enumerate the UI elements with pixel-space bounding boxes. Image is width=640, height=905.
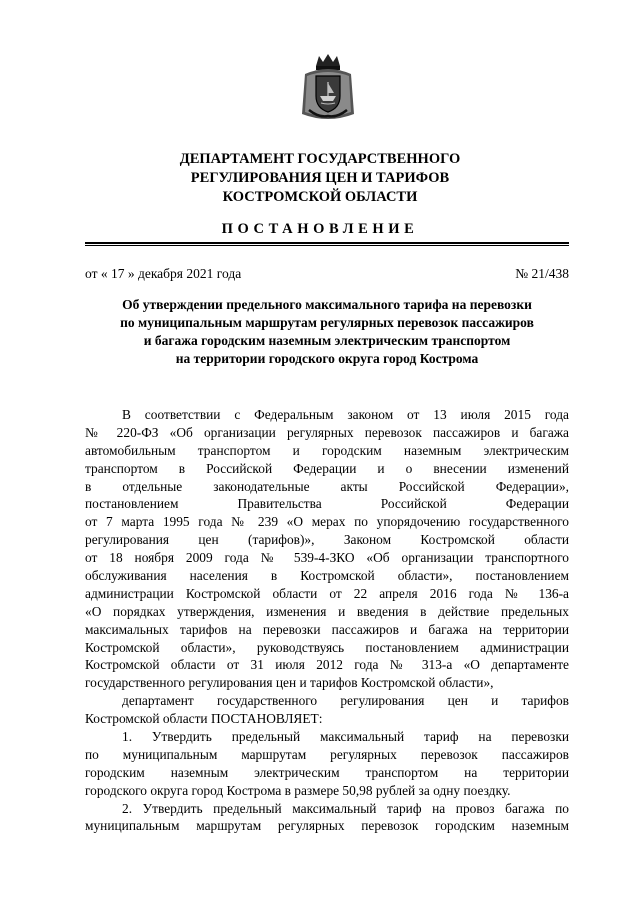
divider <box>85 245 569 246</box>
title-line: на территории городского округа город Кострома <box>175 351 479 366</box>
title-line: и багажа городским наземным электрическим транспортом <box>143 333 511 348</box>
coat-of-arms-icon <box>299 52 357 124</box>
body-line: по муниципальным маршрутам регулярных перевозок пассажиров <box>85 746 569 762</box>
body-line: регулирования цен (тарифов)», Законом Костромской области <box>85 532 569 548</box>
body-line: городским наземным электрическим транспортом на территории <box>85 764 569 780</box>
body-line: «О порядках утверждения, изменения и введения в действие предельных <box>85 603 569 619</box>
body-line: постановлением Правительства Российской Федерации <box>85 496 569 512</box>
body-line: транспортом в Российской Федерации и о внесении изменений <box>85 460 569 476</box>
body-line: муниципальным маршрутам регулярных перевозок городским наземным <box>85 818 569 834</box>
body-line: Костромской области ПОСТАНОВЛЯЕТ: <box>85 711 323 727</box>
body-line: от 7 марта 1995 года № 239 «О мерах по упорядочению государственного <box>85 514 569 530</box>
body-line: Костромской области», руководствуясь постановлением администрации <box>85 639 569 655</box>
body-line: максимальных тарифов на перевозки пассажиров и багажа на территории <box>85 621 569 637</box>
document-title <box>85 296 569 368</box>
department-name <box>60 150 580 207</box>
body-line: автомобильным транспортом и городским наземным электрическим <box>85 442 569 458</box>
body-line: В соответствии с Федеральным законом от 13 июля 2015 года <box>122 407 569 422</box>
document-date: от « 17 » декабря 2021 года <box>85 266 242 281</box>
body-line: 1. Утвердить предельный максимальный тариф на перевозки <box>122 729 569 745</box>
body-line: государственного регулирования цен и тарифов Костромской области», <box>85 675 494 691</box>
department-line: РЕГУЛИРОВАНИЯ ЦЕН И ТАРИФОВ <box>190 170 450 186</box>
body-line: департамент государственного регулирования цен и тарифов <box>122 693 569 709</box>
body-line: № 220-ФЗ «Об организации регулярных перевозок пассажиров и багажа <box>85 424 569 440</box>
body-line: в отдельные законодательные акты Российской Федерации», <box>85 478 569 494</box>
body-line: от 18 ноября 2009 года № 539-4-ЗКО «Об организации транспортного <box>85 550 569 566</box>
body-line: 2. Утвердить предельный максимальный тариф на провоз багажа по <box>122 800 569 816</box>
divider <box>85 242 569 244</box>
document-kind: ПОСТАНОВЛЕНИЕ <box>221 221 419 237</box>
body-line: администрации Костромской области от 22 апреля 2016 года № 136-а <box>85 585 569 601</box>
document-body <box>85 406 569 835</box>
title-line: Об утверждении предельного максимального тарифа на перевозки <box>122 297 532 312</box>
department-line: КОСТРОМСКОЙ ОБЛАСТИ <box>222 189 418 205</box>
body-line: обслуживания населения в Костромской области», постановлением <box>85 568 569 584</box>
department-line: ДЕПАРТАМЕНТ ГОСУДАРСТВЕННОГО <box>179 151 461 167</box>
body-line: городского округа город Кострома в размере 50,98 рублей за одну поездку. <box>85 782 511 798</box>
date-number-line <box>85 266 569 282</box>
document-number: № 21/438 <box>515 266 569 281</box>
body-line: Костромской области от 31 июля 2012 года № 313-а «О департаменте <box>85 657 569 673</box>
title-line: по муниципальным маршрутам регулярных перевозок пассажиров <box>120 315 534 330</box>
